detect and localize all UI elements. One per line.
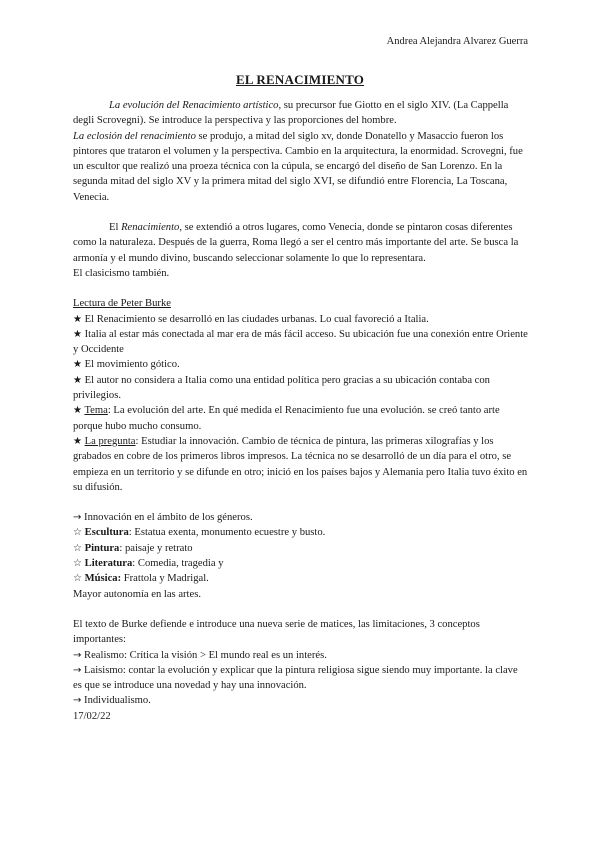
genre-text: : Estatua exenta, monumento ecuestre y busto. bbox=[128, 527, 326, 539]
genres-intro bbox=[73, 510, 528, 525]
star-icon: ★ bbox=[73, 328, 82, 340]
intro-text-3: , se extendió a otros lugares, como Venecia, donde se pintaron cosas diferentes como la naturaleza. Después de la guerra, Roma llegó a ser el centro más importante del arte. Se busca la armonía y el mundo divino, buscando seleccionar solamente lo que lo representara. bbox=[73, 222, 519, 264]
intro-paragraph-4: El clasicismo también. bbox=[73, 267, 170, 279]
pregunta-text: : Estudiar la innovación. Cambio de técnica de pintura, las primeras xilografías y los grabados en cobre de los primeros libros impresos. La técnica no se desarrolló de un día para el otro, se empieza en un territorio y se difunde en otro; inició en los países bajos y Alemania pero Italia tuvo éxito en su difusión. bbox=[73, 435, 528, 493]
hollow-star-icon: ☆ bbox=[73, 558, 82, 570]
concept-item bbox=[73, 648, 528, 663]
intro-italic-1: La evolución del Renacimiento artístico bbox=[109, 100, 279, 111]
genres-intro-text: Innovación en el ámbito de los géneros. bbox=[81, 512, 253, 524]
genre-item bbox=[73, 541, 528, 556]
intro-paragraph-2 bbox=[73, 129, 528, 205]
concept-item bbox=[73, 693, 528, 708]
author-name: Andrea Alejandra Alvarez Guerra bbox=[386, 36, 528, 47]
intro-text-1: , su precursor fue Giotto en el siglo XIV. (La Cappella degli Scrovegni). Se introduce la perspectiva y las proporciones del hombre. bbox=[73, 100, 509, 127]
pregunta-label: La pregunta bbox=[84, 435, 136, 447]
burke-item-text: Italia al estar más conectada al mar era de más fácil acceso. Su ubicación fue una conexión entre Oriente y Occidente bbox=[73, 328, 528, 356]
tema-text: : La evolución del arte. En qué medida el Renacimiento fue una evolución. se creó tanto arte porque hubo mucho consumo. bbox=[73, 405, 500, 432]
genre-item bbox=[73, 556, 528, 571]
burke-item bbox=[73, 373, 528, 404]
genre-label: Pintura bbox=[84, 542, 120, 554]
hollow-star-icon: ☆ bbox=[73, 573, 82, 585]
genre-item bbox=[73, 571, 528, 586]
document-title: EL RENACIMIENTO bbox=[235, 72, 365, 87]
star-icon: ★ bbox=[73, 313, 82, 325]
star-icon: ★ bbox=[73, 374, 82, 386]
intro-paragraph-1 bbox=[73, 98, 528, 129]
intro-italic-2: La eclosión del renacimiento bbox=[73, 130, 196, 142]
arrow-right-icon: → bbox=[73, 512, 82, 524]
genre-label: Música: bbox=[84, 573, 122, 585]
burke-item-text: El autor no considera a Italia como una entidad política pero gracias a su ubicación contaba con privilegios. bbox=[73, 374, 490, 402]
burke-item bbox=[73, 312, 528, 327]
concept-text: Individualismo. bbox=[81, 695, 151, 707]
intro-italic-3: Renacimiento bbox=[121, 222, 180, 234]
burke-item bbox=[73, 327, 528, 358]
burke-pregunta bbox=[73, 434, 528, 495]
genre-label: Escultura bbox=[84, 527, 129, 539]
burke-item-text: El Renacimiento se desarrolló en las ciudades urbanas. Lo cual favoreció a Italia. bbox=[84, 313, 429, 325]
burke-tema bbox=[73, 403, 528, 434]
concept-text: Laisismo: contar la evolución y explicar que la pintura religiosa sigue siendo muy importante. la clave es que se introduce una novedad y hay una innovación. bbox=[73, 664, 518, 692]
intro-paragraph-3 bbox=[73, 220, 528, 266]
genre-label: Literatura bbox=[84, 558, 133, 570]
burke-item bbox=[73, 357, 528, 372]
hollow-star-icon: ☆ bbox=[73, 542, 82, 554]
genre-text: : paisaje y retrato bbox=[119, 542, 193, 554]
intro-text-2: se produjo, a mitad del siglo xv, donde Donatello y Masaccio fueron los pintores que trataron el volumen y la perspectiva. Cambio en la arquitectura, la enormidad. Scrovegni, fue un escultor que realizó una proeza técnica con la cúpula, se encargó del diseño de San Lorenzo. En la segunda mitad del siglo XV y la primera mitad del siglo XVI, se difundió entre Florencia, La Toscana, Venecia. bbox=[73, 130, 523, 203]
document-date: 17/02/22 bbox=[73, 710, 111, 722]
arrow-right-icon: → bbox=[73, 695, 82, 707]
burke-heading: Lectura de Peter Burke bbox=[73, 298, 171, 310]
document-body bbox=[73, 98, 528, 724]
burke-item-text: El movimiento gótico. bbox=[84, 359, 180, 371]
genre-text: : Comedia, tragedia y bbox=[132, 558, 224, 570]
tema-label: Tema bbox=[84, 405, 108, 417]
genres-closing: Mayor autonomía en las artes. bbox=[73, 588, 201, 600]
genre-item bbox=[73, 525, 528, 540]
star-icon: ★ bbox=[73, 359, 82, 371]
conclusion-paragraph: El texto de Burke defiende e introduce una nueva serie de matices, las limitaciones, 3 conceptos importantes: bbox=[73, 618, 480, 646]
arrow-right-icon: → bbox=[73, 649, 82, 661]
hollow-star-icon: ☆ bbox=[73, 527, 82, 539]
genre-text: Frattola y Madrigal. bbox=[121, 573, 209, 585]
concept-item bbox=[73, 663, 528, 694]
star-icon: ★ bbox=[73, 405, 82, 417]
intro-text-3-pre: El bbox=[109, 222, 122, 234]
arrow-right-icon: → bbox=[73, 664, 82, 676]
concept-text: Realismo: Crítica la visión > El mundo real es un interés. bbox=[81, 649, 327, 661]
star-icon: ★ bbox=[73, 435, 82, 447]
